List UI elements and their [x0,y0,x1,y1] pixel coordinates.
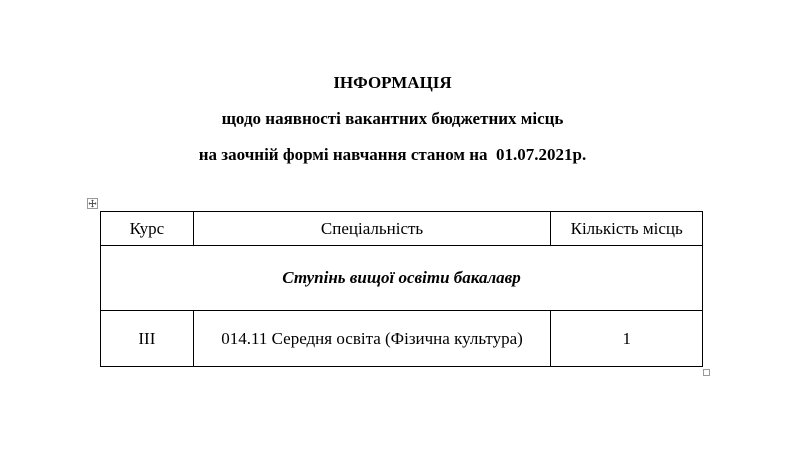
document-subtitle: щодо наявності вакантних бюджетних місць [221,109,564,128]
cell-specialty: 014.11 Середня освіта (Фізична культура) [193,311,551,367]
table-header-row [101,212,703,246]
header-course: Курс [101,212,194,246]
header-places: Кількість місць [551,212,703,246]
vacancy-table [100,211,703,367]
table-row [101,311,703,367]
cell-places: 1 [551,311,703,367]
table-resize-handle-icon[interactable] [703,369,710,376]
degree-row [101,246,703,311]
degree-label: Ступінь вищої освіти бакалавр [101,246,703,311]
document-title: ІНФОРМАЦІЯ [333,73,452,92]
document-date-line: на заочній формі навчання станом на 01.07.2021р. [198,145,587,164]
cell-course: ІІІ [101,311,194,367]
table-move-handle-icon[interactable] [87,198,98,209]
header-specialty: Спеціальність [193,212,551,246]
